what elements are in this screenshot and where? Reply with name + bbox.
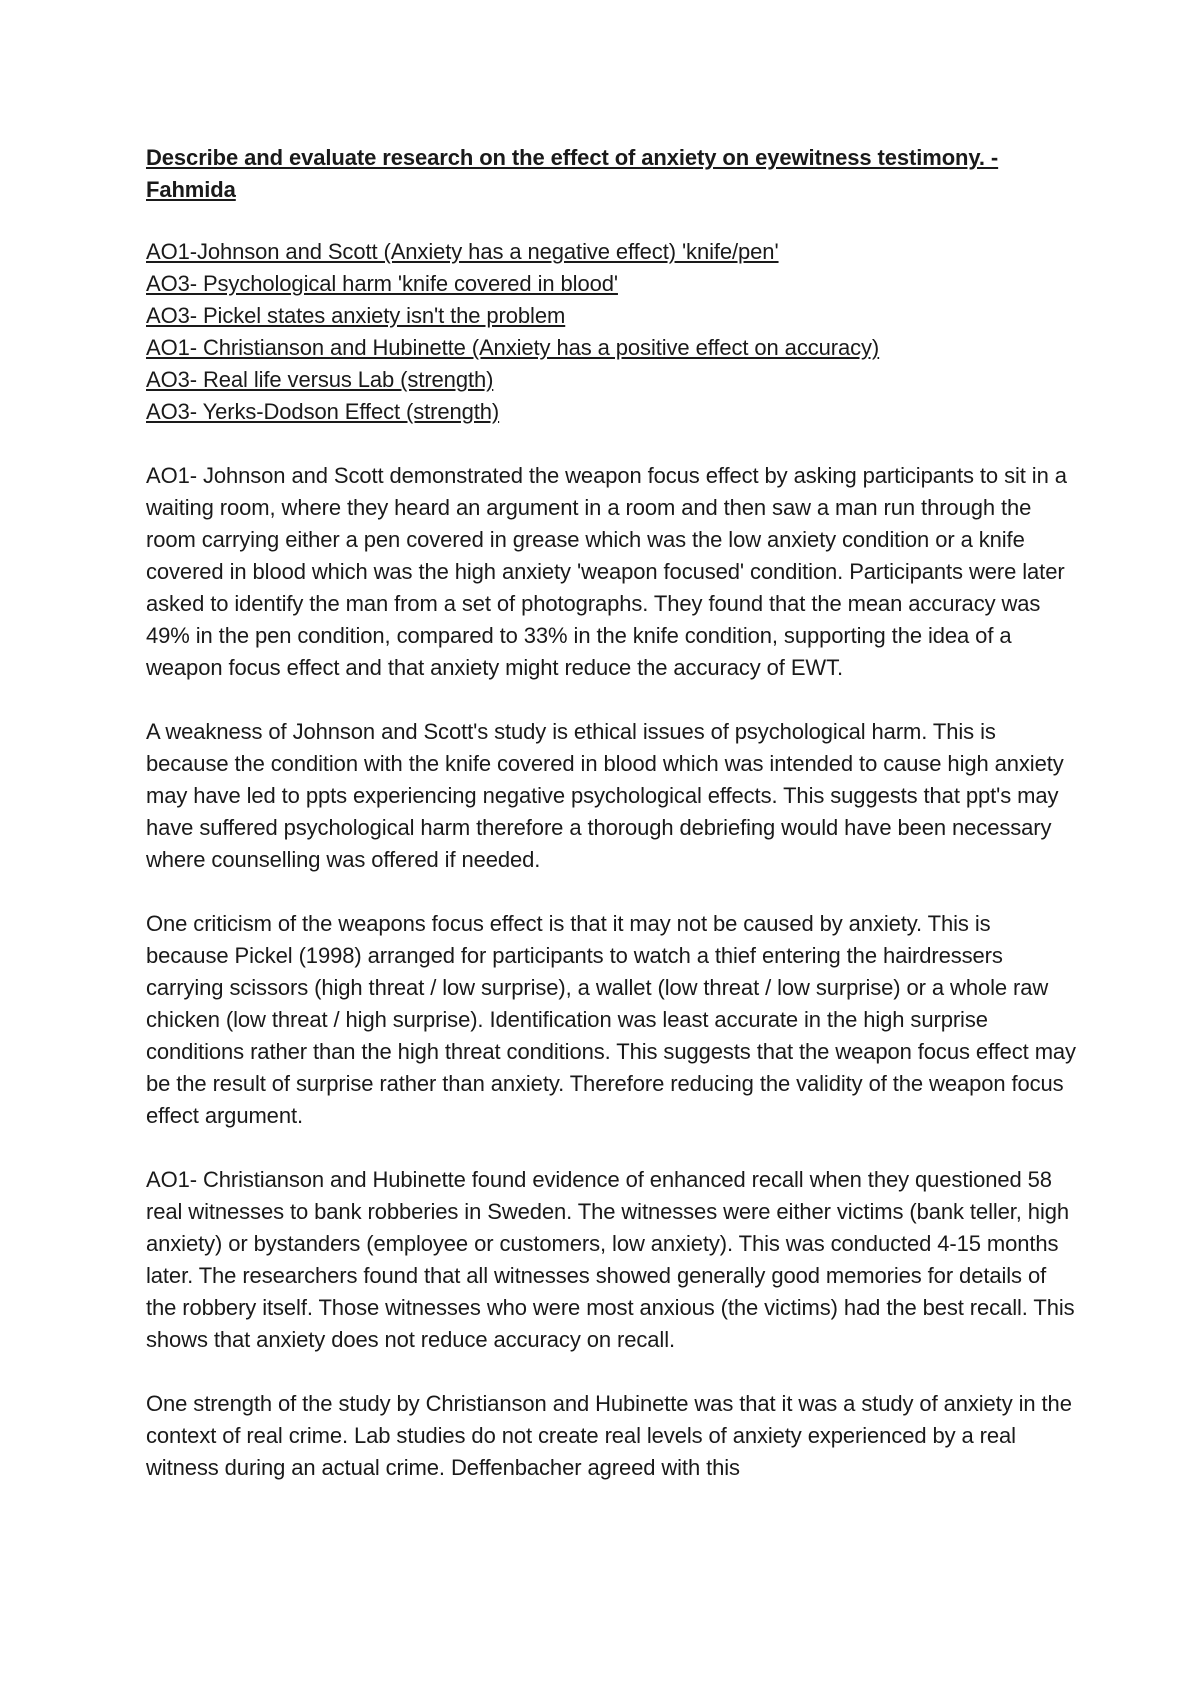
outline-item: AO3- Psychological harm 'knife covered in blood'	[146, 271, 618, 296]
document-page	[146, 142, 1076, 1516]
outline-item: AO3- Real life versus Lab (strength)	[146, 367, 494, 392]
essay-outline	[146, 236, 1076, 428]
paragraph-real-life-strength: One strength of the study by Christianson and Hubinette was that it was a study of anxiety in the context of real crime. Lab studies do not create real levels of anxiety experienced by a real witness during an actual crime. Deffenbacher agreed with this	[146, 1391, 1072, 1480]
outline-item: AO3- Yerks-Dodson Effect (strength)	[146, 399, 500, 424]
outline-item: AO3- Pickel states anxiety isn't the problem	[146, 303, 566, 328]
paragraph-psychological-harm: A weakness of Johnson and Scott's study is ethical issues of psychological harm. This is because the condition with the knife covered in blood which was intended to cause high anxiety may have led to ppts experiencing negative psychological effects. This suggests that ppt's may have suffered psychological harm therefore a thorough debriefing would have been necessary where counselling was offered if needed.	[146, 719, 1064, 872]
paragraph-pickel: One criticism of the weapons focus effect is that it may not be caused by anxiety. This is because Pickel (1998) arranged for participants to watch a thief entering the hairdressers carrying scissors (high threat / low surprise), a wallet (low threat / low surprise) or a whole raw chicken (low threat / high surprise). Identification was least accurate in the high surprise conditions rather than the high threat conditions. This suggests that the weapon focus effect may be the result of surprise rather than anxiety. Therefore reducing the validity of the weapon focus effect argument.	[146, 911, 1076, 1128]
paragraph-christianson-hubinette: AO1- Christianson and Hubinette found evidence of enhanced recall when they questioned 58 real witnesses to bank robberies in Sweden. The witnesses were either victims (bank teller, high anxiety) or bystanders (employee or customers, low anxiety). This was conducted 4-15 months later. The researchers found that all witnesses showed generally good memories for details of the robbery itself. Those witnesses who were most anxious (the victims) had the best recall. This shows that anxiety does not reduce accuracy on recall.	[146, 1167, 1075, 1352]
document-title: Describe and evaluate research on the effect of anxiety on eyewitness testimony. - Fahmida	[146, 145, 999, 202]
outline-item: AO1- Christianson and Hubinette (Anxiety has a positive effect on accuracy)	[146, 335, 880, 360]
paragraph-johnson-scott: AO1- Johnson and Scott demonstrated the weapon focus effect by asking participants to sit in a waiting room, where they heard an argument in a room and then saw a man run through the room carrying either a pen covered in grease which was the low anxiety condition or a knife covered in blood which was the high anxiety 'weapon focused' condition. Participants were later asked to identify the man from a set of photographs. They found that the mean accuracy was 49% in the pen condition, compared to 33% in the knife condition, supporting the idea of a weapon focus effect and that anxiety might reduce the accuracy of EWT.	[146, 463, 1067, 680]
outline-item: AO1-Johnson and Scott (Anxiety has a negative effect) 'knife/pen'	[146, 239, 779, 264]
